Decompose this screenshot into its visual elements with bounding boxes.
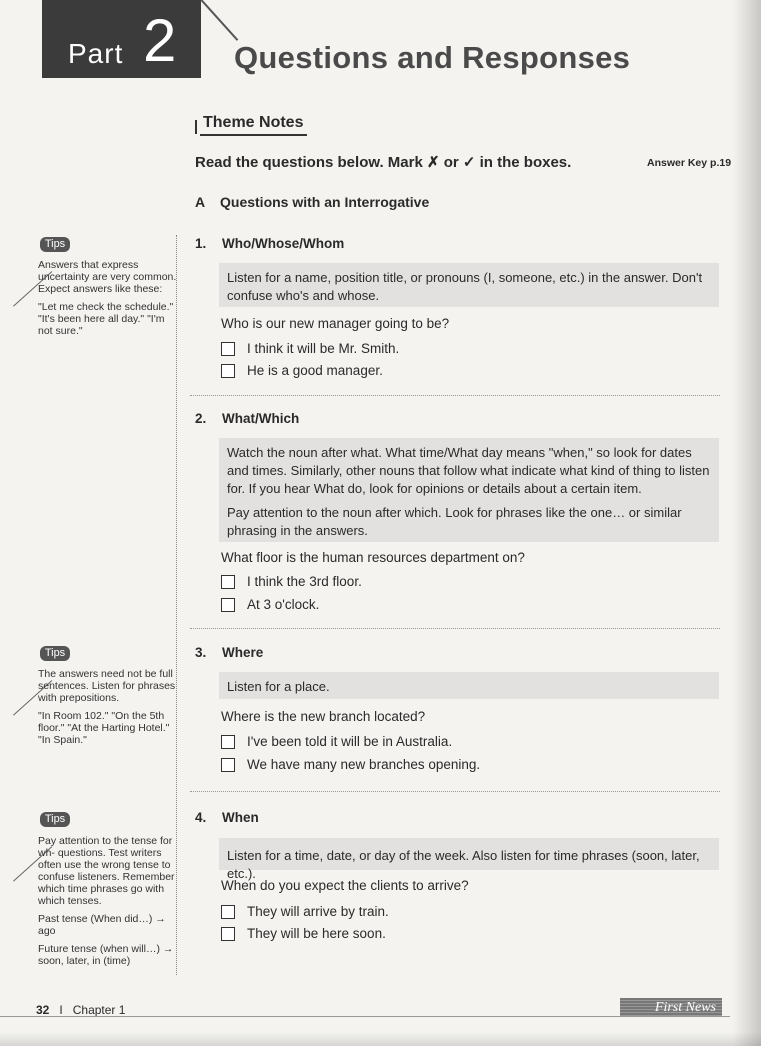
q2-answer-2 <box>221 597 319 612</box>
q3-answer-1-text: I've been told it will be in Australia. <box>247 734 453 749</box>
q1-note <box>219 263 719 307</box>
q2-note <box>219 438 719 542</box>
q4-answer-2 <box>221 926 386 941</box>
q3-answer-2 <box>221 757 480 772</box>
page-footer <box>36 1003 125 1017</box>
page-title: Questions and Responses <box>234 40 631 75</box>
q4-checkbox-1[interactable] <box>221 905 235 919</box>
q4-number: 4. <box>195 810 207 825</box>
instructions: Read the questions below. Mark ✗ or ✓ in the boxes. <box>195 154 572 171</box>
part-label: Part <box>68 38 124 69</box>
q1-answer-2-text: He is a good manager. <box>247 363 383 378</box>
q4-checkbox-2[interactable] <box>221 927 235 941</box>
q1-question: Who is our new manager going to be? <box>221 316 450 331</box>
tip-2-badge: Tips <box>40 646 70 661</box>
q3-checkbox-1[interactable] <box>221 735 235 749</box>
q1-checkbox-1[interactable] <box>221 342 235 356</box>
tip-2-examples: "In Room 102." "On the 5th floor." "At the Harting Hotel." "In Spain." <box>38 710 170 746</box>
q3-checkbox-2[interactable] <box>221 758 235 772</box>
page-bottom-shadow <box>0 1032 761 1046</box>
q2-note-text-2: Pay attention to the noun after which. Look for phrases like the one… or similar phrasing in the answers. <box>227 505 682 538</box>
q2-checkbox-2[interactable] <box>221 598 235 612</box>
q1-divider <box>190 395 720 396</box>
q2-answer-1 <box>221 574 362 589</box>
q1-heading: Who/Whose/Whom <box>222 236 345 251</box>
footer-rule <box>0 1016 730 1017</box>
q4-answer-1-text: They will arrive by train. <box>247 904 389 919</box>
q3-number: 3. <box>195 645 207 660</box>
q1-answer-1 <box>221 341 399 356</box>
tip-3-body <box>38 835 178 967</box>
q4-heading: When <box>222 810 259 825</box>
publisher-logo: First News <box>620 998 722 1017</box>
q4-answer-1 <box>221 904 389 919</box>
q2-answer-2-text: At 3 o'clock. <box>247 597 320 612</box>
q1-checkbox-2[interactable] <box>221 364 235 378</box>
theme-notes-heading: Theme Notes <box>200 114 307 136</box>
page-number: 32 <box>36 1003 50 1017</box>
q2-checkbox-1[interactable] <box>221 575 235 589</box>
tip-3-text: Pay attention to the tense for wh- questions. Test writers often use the wrong tense to confuse listeners. Remember which time phrases go with which tenses. <box>38 835 175 907</box>
tip-1-text: Answers that express uncertainty are very common. Expect answers like these: <box>38 259 177 295</box>
q1-number: 1. <box>195 236 207 251</box>
section-title: Questions with an Interrogative <box>220 194 430 210</box>
q2-number: 2. <box>195 411 207 426</box>
q3-answer-2-text: We have many new branches opening. <box>247 757 481 772</box>
footer-separator: I <box>59 1003 63 1017</box>
q4-question: When do you expect the clients to arrive? <box>221 878 469 893</box>
tip-3-past: Past tense (When did…) → ago <box>38 913 166 937</box>
q4-note <box>219 838 719 881</box>
tip-2-text: The answers need not be full sentences. Listen for phrases with prepositions. <box>38 668 176 704</box>
q2-note-text-1: Watch the noun after what. What time/What day means "when," so look for dates and times. Similarly, other nouns that follow what indicate what kind of thing to listen for. If you hear What do, look for opinions or details about a certain item. <box>227 445 710 496</box>
tip-1-badge: Tips <box>40 237 70 252</box>
tip-1-examples: "Let me check the schedule." "It's been here all day." "I'm not sure." <box>38 301 174 337</box>
section-letter: A <box>195 194 206 210</box>
q2-divider <box>190 628 720 629</box>
tip-3-future: Future tense (when will…) → soon, later, in (time) <box>38 943 174 967</box>
q1-answer-1-text: I think it will be Mr. Smith. <box>247 341 400 356</box>
header-divider <box>200 0 238 41</box>
q3-answer-1 <box>221 734 452 749</box>
q3-note-text: Listen for a place. <box>227 679 330 694</box>
tip-1-body <box>38 259 178 337</box>
q2-question: What floor is the human resources department on? <box>221 550 525 565</box>
theme-notes-tick <box>195 120 197 134</box>
q3-divider <box>190 791 720 792</box>
tip-3-badge: Tips <box>40 812 70 827</box>
q2-heading: What/Which <box>222 411 300 426</box>
page-edge-shadow <box>733 0 761 1046</box>
q3-note <box>219 672 719 699</box>
tip-2-body <box>38 668 178 746</box>
q1-answer-2 <box>221 363 383 378</box>
part-number: 2 <box>143 7 177 74</box>
q4-note-text: Listen for a time, date, or day of the week. Also listen for time phrases (soon, later, etc.). <box>227 848 700 881</box>
answer-key-ref: Answer Key p.19 <box>647 157 732 169</box>
q3-question: Where is the new branch located? <box>221 709 426 724</box>
q3-heading: Where <box>222 645 264 660</box>
q4-answer-2-text: They will be here soon. <box>247 926 386 941</box>
chapter-label: Chapter 1 <box>72 1003 126 1017</box>
q2-answer-1-text: I think the 3rd floor. <box>247 574 362 589</box>
q1-note-text: Listen for a name, position title, or pronouns (I, someone, etc.) in the answer. Don't confuse who's and whose. <box>227 270 703 303</box>
